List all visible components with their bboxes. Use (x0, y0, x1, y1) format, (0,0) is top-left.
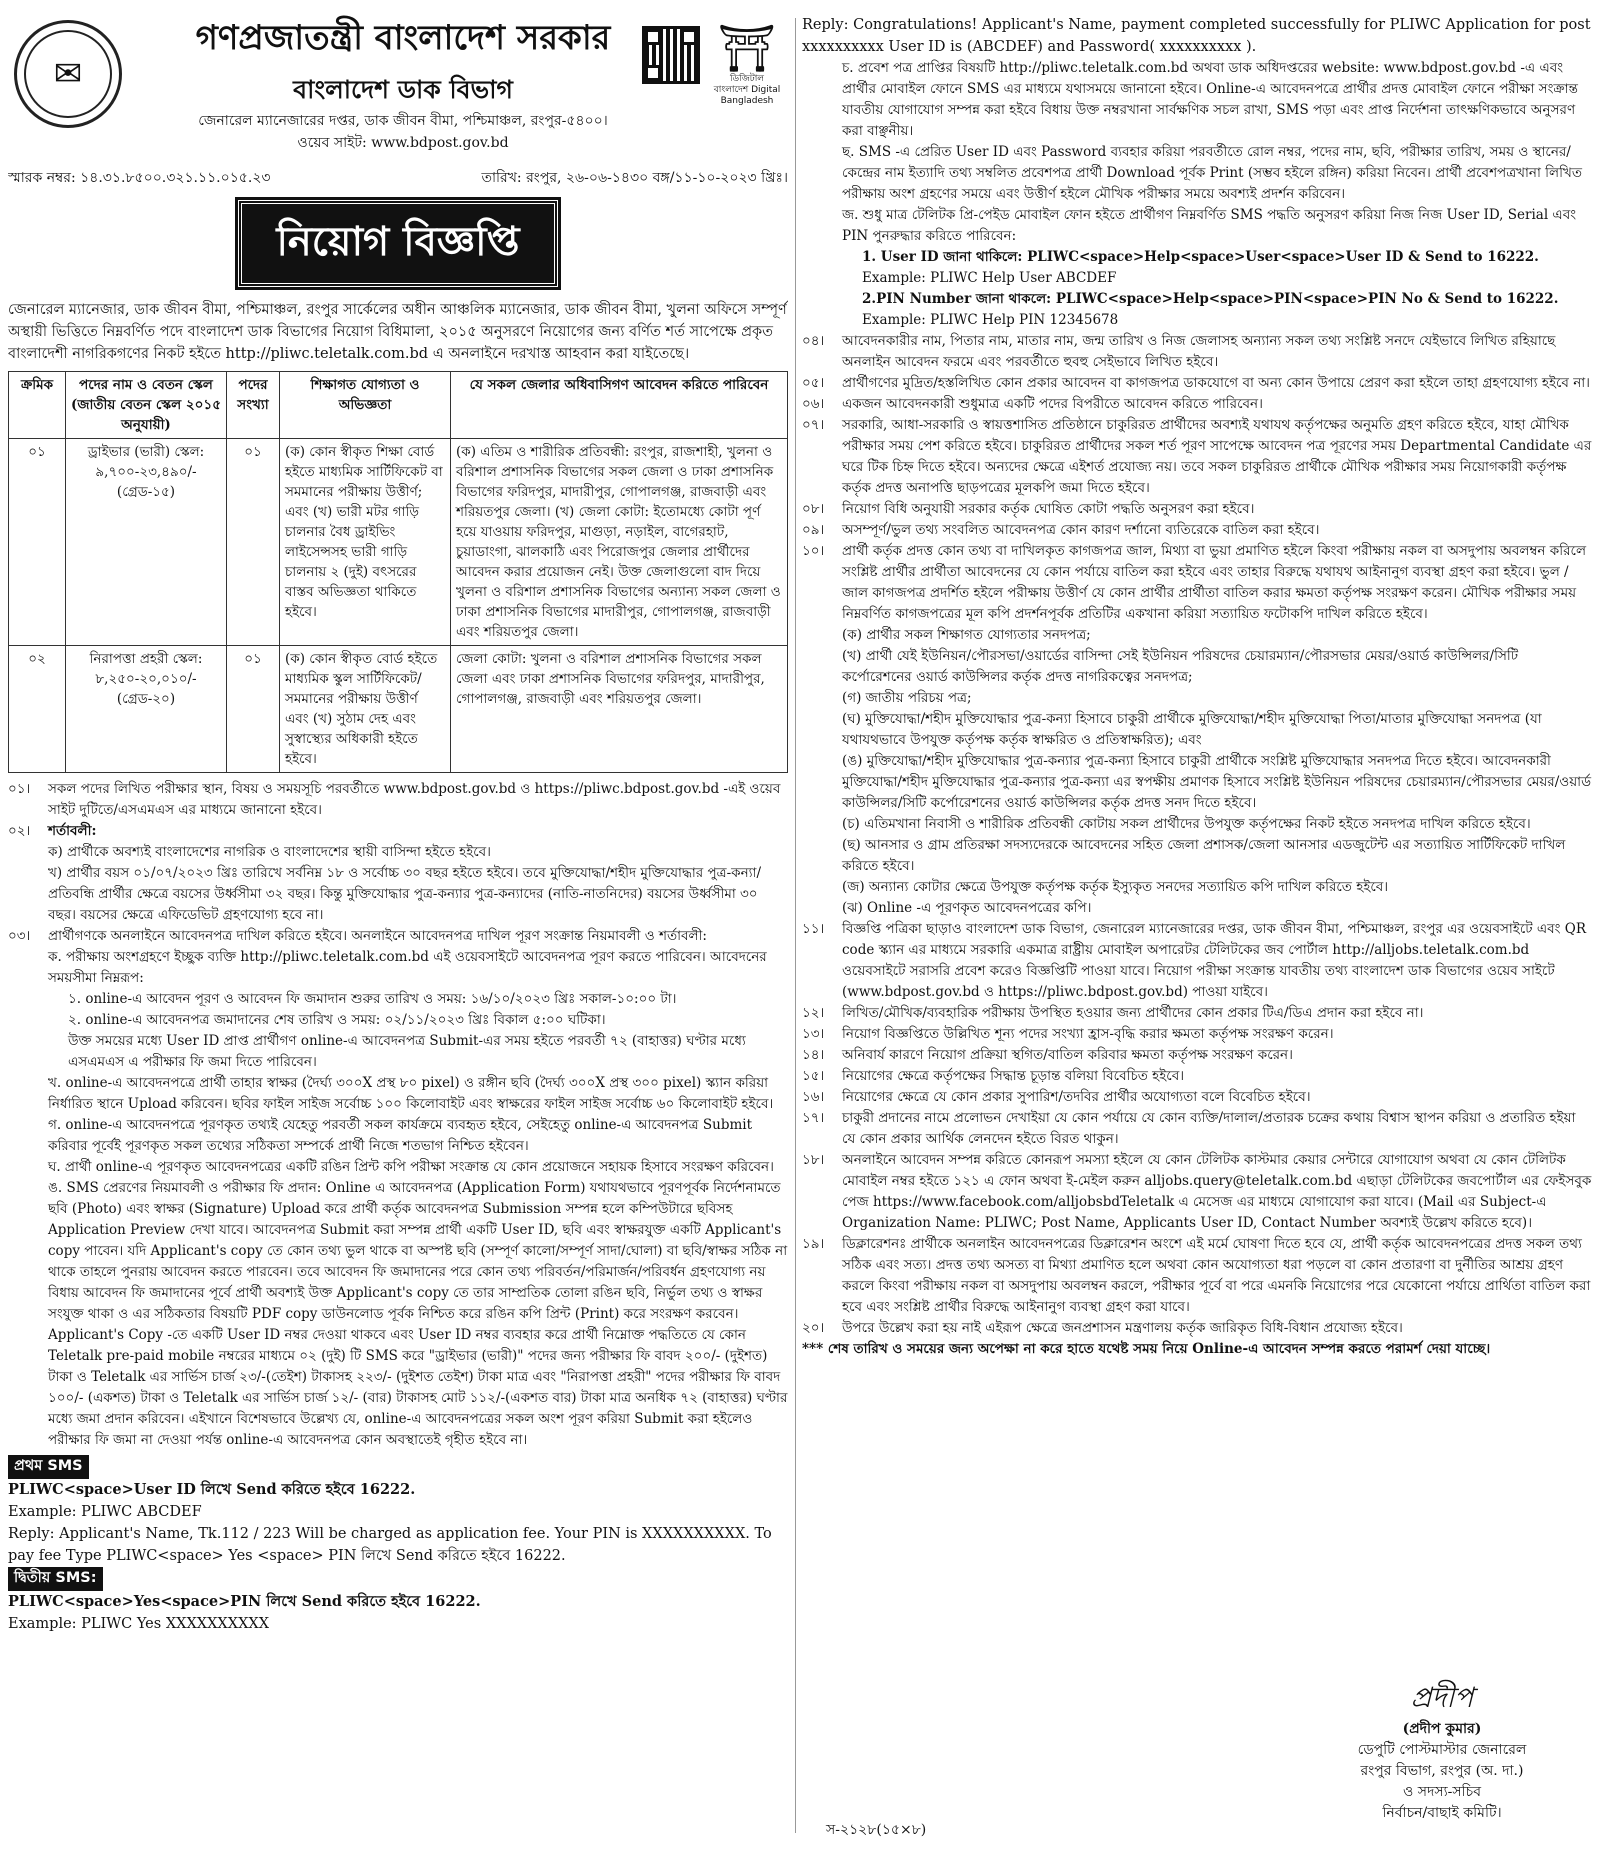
dept-title: বাংলাদেশ ডাক বিভাগ (293, 75, 513, 104)
doc-item: (ঘ) মুক্তিযোদ্ধা/শহীদ মুক্তিযোদ্ধার পুত্র-কন্যা হিসাবে চাকুরী প্রার্থীকে মুক্তিযোদ্ধা/শহীদ মুক্তিযোদ্ধা পিতা/মাতার মুক্তিযোদ্ধা সনদপত্র (যা যথাযথভাবে উপযুক্ত কর্তৃপক্ষ কর্তৃক স্বাক্ষরিত ও প্রতিস্বাক্ষরিত); এবং (842, 711, 1542, 748)
rule-j: জ. শুধু মাত্র টেলিটক প্রি-পেইড মোবাইল ফোন হইতে প্রার্থীগণ নিম্নবর্ণিত SMS পদ্ধতি অনুসরণ করিয়া নিজ নিজ User ID, Serial এবং PIN পুনরুদ্ধার করিতে পারিবেন: (842, 207, 1577, 244)
rule-k: ক. পরীক্ষায় অংশগ্রহণে ইচ্ছুক ব্যক্তি http://pliwc.teletalk.com.bd এই ওয়েবসাইটে আবেদনপত্র পূরণ করতে পারিবেন। আবেদনের সময়সীমা নিম্নরূপ: (48, 949, 767, 986)
sms2-title: দ্বিতীয় SMS: (8, 1567, 103, 1591)
list-item: ১৯। ডিক্লারেশনঃ প্রার্থীকে অনলাইন আবেদনপত্রের ডিক্লারেশন অংশে এই মর্মে ঘোষণা দিতে হবে যে, প্রার্থী কর্তৃক আবেদনপত্রের প্রদত্ত সকল তথ্য সঠিক এবং সত্য। প্রদত্ত তথ্য অসত্য বা মিথ্যা প্রমাণিত হলে অথবা কোন অযোগ্যতা ধরা পড়লে বা কোন প্রতারণা বা দুর্নীতির আশ্রয় গ্রহণ করলে কিংবা পরীক্ষায় নকল বা অসদুপায় অবলম্বন করলে, পরীক্ষার পূর্বে বা পরে এমনকি নিয়োগের পরে যেকোনো পর্যায়ে প্রার্থিতা বাতিল করা হবে এবং সংশ্লিষ্ট প্রার্থীর বিরুদ্ধে আইনানুগ ব্যবস্থা গ্রহণ করা যাবে। (802, 1236, 1591, 1315)
list-item: ১৪। অনিবার্য কারণে নিয়োগ প্রক্রিয়া স্থগিত/বাতিল করিবার ক্ষমতা কর্তৃপক্ষ সংরক্ষণ করেন। (802, 1047, 1293, 1063)
list-item: ০৪। আবেদনকারীর নাম, পিতার নাম, মাতার নাম, জন্ম তারিখ ও নিজ জেলাসহ অন্যান্য সকল তথ্য সংশ্লিষ্ট সনদে যেইভাবে লিখিত রহিয়াছে অনলাইন আবেদন ফরমে এবং পরবর্তীতে হুবহু সেইভাবে লিখিত হইবে। (802, 333, 1556, 370)
qr-code-icon (642, 26, 700, 84)
th-count: পদের সংখ্যা (227, 372, 280, 439)
rule-j1-example: Example: PLIWC Help User ABCDEF (862, 270, 1117, 286)
list-item: ১৭। চাকুরী প্রদানের নামে প্রলোভন দেখাইয়া যে কোন পর্যায়ে যে কোন ব্যক্তি/দালাল/প্রতারক চক্রের কথায় বিশ্বাস স্থাপন করিয়া ও প্রতারিত হইয়া যে কোন প্রকার আর্থিক লেনদেন হইতে বিরত থাকুন। (802, 1110, 1576, 1147)
memo-number: স্মারক নম্বর: ১৪.৩১.৮৫০০.৩২১.১১.০১৫.২৩ (8, 170, 271, 186)
rule-j2-example: Example: PLIWC Help PIN 12345678 (862, 312, 1119, 328)
column-divider (795, 18, 796, 1833)
doc-item: (ঙ) মুক্তিযোদ্ধা/শহীদ মুক্তিযোদ্ধার পুত্র-কন্যার পুত্র-কন্যা হিসাবে চাকুরী প্রার্থীকে সংশ্লিষ্ট মুক্তিযোদ্ধার সনদপত্র দিতে হইবে। আবেদনকারী মুক্তিযোদ্ধা/শহীদ মুক্তিযোদ্ধার পুত্র-কন্যার পুত্র-কন্যা এর স্বপক্ষীয় প্রমাণক হিসাবে সংশ্লিষ্ট ইউনিয়ন পরিষদের চেয়ারম্যান/পৌরসভার মেয়র/ওয়ার্ড কাউন্সিলর/সিটি কর্পোরেশনের ওয়ার্ড কাউন্সিলর কর্তৃক প্রদত্ত সনদ দিতে হইবে। (842, 753, 1592, 811)
sms1-example: Example: PLIWC ABCDEF (8, 1504, 202, 1520)
list-item: ১৬। নিয়োগের ক্ষেত্রে যে কোন প্রকার সুপারিশ/তদবির প্রার্থীর অযোগ্যতা বলে বিবেচিত হইবে। (802, 1089, 1311, 1105)
conditions-section: ০১। সকল পদের লিখিত পরীক্ষার স্থান, বিষয় ও সময়সূচি পরবর্তীতে www.bdpost.gov.bd ও https://pliwc.bdpost.gov.bd -এই ওয়েব সাইট দুটিতে/এসএমএস এর মাধ্যমে জানানো হইবে। ০২। শর্তাবলী: ক) প্রার্থীকে অবশ্যই বাংলাদেশের নাগরিক ও বাংলাদেশের স্থায়ী বাসিন্দা হইতে হইবে। খ) প্রার্থীর বয়স ০১/০৭/২০২৩ খ্রিঃ তারিখে সর্বনিম্ন ১৮ ও সর্বোচ্চ ৩০ বছর হইতে হইবে। তবে মুক্তিযোদ্ধা/শহীদ মুক্তিযোদ্ধার পুত্র-কন্যা/প্রতিবন্ধি প্রার্থীর ক্ষেত্রে বয়সের উর্ধ্বসীমা ৩২ বছর। কিন্তু মুক্তিযোদ্ধার পুত্র-কন্যার পুত্র-কন্যাদের (নাতি-নাতনিদের) বয়সের উর্ধ্বসীমা ৩০ বছর। বয়সের ক্ষেত্রে এফিডেভিট গ্রহণযোগ্য হবে না। ০৩। প্রার্থীগণকে অনলাইনে আবেদনপত্র দাখিল করিতে হইবে। অনলাইনে আবেদনপত্র দাখিল পূরণ সংক্রান্ত নিয়মাবলী ও শর্তাবলী: ক. পরীক্ষায় অংশগ্রহণে ইচ্ছুক ব্যক্তি http://pliwc.teletalk.com.bd এই ওয়েবসাইটে আবেদনপত্র পূরণ করতে পারিবেন। আবেদনের সময়সীমা নিম্নরূপ: ১. online-এ আবেদন পূরণ ও আবেদন ফি জমাদান শুরুর তারিখ ও সময়: ১৬/১০/২০২৩ খ্রিঃ সকাল-১০:০০ টা। ২. online-এ আবেদনপত্র জমাদানের শেষ তারিখ ও সময়: ০২/১১/২০২৩ খ্রিঃ বিকাল ৫:০০ ঘটিকা। উক্ত সময়ের মধ্যে User ID প্রাপ্ত প্রার্থীগণ online-এ আবেদনপত্র Submit-এর সময় হইতে পরবর্তী ৭২ (বাহাত্তর) ঘণ্টার মধ্যে এসএমএস এ পরীক্ষার ফি জমা দিতে পারিবেন। খ. online-এ আবেদনপত্রে প্রার্থী তাহার স্বাক্ষর (দৈর্ঘ্য ৩০০X প্রস্থ ৮০ pixel) ও রঙ্গীন ছবি (দৈর্ঘ্য ৩০০X প্রস্থ ৩০০ pixel) স্ক্যান করিয়া নির্ধারিত স্থানে Upload করিবেন। ছবির ফাইল সাইজ সর্বোচ্চ ১০০ কিলোবাইট এবং স্বাক্ষরের ফাইল সাইজ সর্বোচ্চ ৬০ কিলোবাইট হইবে। গ. online-এ আবেদনপত্রে পূরণকৃত তথ্যই যেহেতু পরবর্তী সকল কার্যক্রমে ব্যবহৃত হইবে, সেইহেতু online-এ আবেদনপত্র Submit করিবার পূর্বেই পূরণকৃত সকল তথ্যের সঠিকতা সম্পর্কে প্রার্থী নিজে শতভাগ নিশ্চিত হইবেন। ঘ. প্রার্থী online-এ পূরণকৃত আবেদনপত্রের একটি রঙিন প্রিন্ট কপি পরীক্ষা সংক্রান্ত যে কোন প্রয়োজনে সহায়ক হিসাবে সংরক্ষণ করিবেন। ঙ. SMS প্রেরণের নিয়মাবলী ও পরীক্ষার ফি প্রদান: Online এ আবেদনপত্র (Application Form) যথাযথভাবে পূরণপূর্বক নির্দেশনামতে ছবি (Photo) এবং স্বাক্ষর (Signature) Upload করে প্রার্থী কর্তৃক আবেদনপত্র Submission সম্পন্ন হলে কম্পিউটারে ছবিসহ Application Preview দেখা যাবে। আবেদনপত্র Submit করা সম্পন্ন প্রার্থী একটি User ID, ছবি এবং স্বাক্ষরযুক্ত একটি Applicant's copy পাবেন। যদি Applicant's copy তে কোন তথ্য ভুল থাকে বা অস্পষ্ট ছবি (সম্পূর্ণ কালো/সম্পূর্ণ সাদা/ঘোলা) বা ছবি/স্বাক্ষর সঠিক না থাকে তাহলে পুনরায় আবেদন করতে পারবেন। তবে আবেদন ফি জমাদানের পরে কোন তথ্য পরিবর্তন/পরিমার্জন/পরিবর্ধন গ্রহণযোগ্য নয় বিধায় আবেদন ফি জমাদানের পূর্বে প্রার্থী অবশ্যই উক্ত Applicant's copy তে তার সাম্প্রতিক তোলা রঙিন ছবি, নির্ভুল তথ্য ও স্বাক্ষর সংযুক্ত থাকা ও এর সঠিকতার বিষয়টি PDF copy ডাউনলোড পূর্বক নিশ্চিত করে রঙিন কপি প্রিন্ট (Print) করে সংরক্ষণ করবেন। Applicant's Copy -তে একটি User ID নম্বর দেওয়া থাকবে এবং User ID নম্বর ব্যবহার করে প্রার্থী নিম্নোক্ত পদ্ধতিতে যে কোন Teletalk pre-paid mobile নম্বরের মাধ্যমে ০২ (দুই) টি SMS করে "ড্রাইভার (ভারী)" পদের জন্য পরীক্ষার ফি বাবদ ২০০/- (দুইশত) টাকা ও Teletalk এর সার্ভিস চার্জ ২৩/-(তেইশ) টাকাসহ ২২৩/- (দুইশত তেইশ) টাকা মাত্র এবং "নিরাপত্তা প্রহরী" পদের পরীক্ষার ফি বাবদ ১০০/- (একশত) টাকা ও Teletalk এর সার্ভিস চার্জ ১২/- (বার) টাকাসহ মোট ১১২/-(একশত বার) টাকা মাত্র অনধিক ৭২ (বাহাত্তর) ঘণ্টার মধ্যে জমা প্রদান করিবেন। এইখানে বিশেষভাবে উল্লেখ্য যে, online-এ আবেদনপত্রের সকল অংশ পূরণ করিয়া Submit করা হইলেও পরীক্ষার ফি জমা না দেওয়া পর্যন্ত online-এ আবেদনপত্র কোন অবস্থাতেই গৃহীত হইবে না। (8, 779, 788, 1451)
th-serial: ক্রমিক (9, 372, 66, 439)
table-row: ০১ ড্রাইভার (ভারী) স্কেল: ৯,৭০০-২৩,৪৯০/- (গ্রেড-১৫) ০১ (ক) কোন স্বীকৃত শিক্ষা বোর্ড হইতে মাধ্যমিক সার্টিফিকেট বা সমমানের পরীক্ষায় উত্তীর্ণ; এবং (খ) ভারী মটর গাড়ি চালনার বৈধ ড্রাইভিং লাইসেন্সসহ ভারী গাড়ি চালনায় ২ (দুই) বৎসরের বাস্তব অভিজ্ঞতা থাকিতে হইবে। (ক) এতিম ও শারীরিক প্রতিবন্ধী: রংপুর, রাজশাহী, খুলনা ও বরিশাল প্রশাসনিক বিভাগের সকল জেলা ও ঢাকা প্রশাসনিক বিভাগের ফরিদপুর, মাদারীপুর, গোপালগঞ্জ, রাজবাড়ী এবং শরিয়তপুর জেলা। (খ) জেলা কোটা: ইতোমধ্যে কোটা পূর্ণ হয়ে যাওয়ায় ফরিদপুর, মাগুড়া, নড়াইল, বাগেরহাট, চুয়াডাংগা, ঝালকাঠি এবং পিরোজপুর জেলার প্রার্থীদের আবেদন করার প্রয়োজন নেই। উক্ত জেলাগুলো বাদ দিয়ে খুলনা ও বরিশাল প্রশাসনিক বিভাগের অন্যান্য সকল জেলা ও ঢাকা প্রশাসনিক বিভাগের মাদারীপুর, গোপালগঞ্জ, রাজবাড়ী এবং শরিয়তপুর জেলা। (9, 439, 788, 646)
sms1-line: PLIWC<space>User ID লিখে Send করিতে হইবে 16222. (8, 1481, 416, 1498)
ref-code: স-২১২৮(১৫×৮) (826, 1822, 927, 1838)
doc-item: (গ) জাতীয় পরিচয় পত্র; (842, 690, 972, 706)
memo-date: তারিখ: রংপুর, ২৬-০৬-১৪৩০ বঙ্গ/১১-১০-২০২৩ খ্রিঃ। (481, 170, 788, 186)
signatory-line2: রংপুর বিভাগ, রংপুর (অ. দা.) (1360, 1763, 1524, 1779)
list-item: ১১। বিজ্ঞপ্তি পত্রিকা ছাড়াও বাংলাদেশ ডাক বিভাগ, জেনারেল ম্যানেজারের দপ্তর, ডাক জীবন বীমা, পশ্চিমাঞ্চল, রংপুর এর ওয়েবসাইটে এবং QR code স্ক্যান এর মাধ্যমে সরকারি একমাত্র রাষ্ট্রীয় মোবাইল অপারেটর টেলিটকের জব পোর্টাল http://alljobs.teletalk.com.bd ওয়েবসাইটে সরাসরি প্রবেশ করেও বিজ্ঞপ্তিটি পাওয়া যাবে। নিয়োগ পরীক্ষা সংক্রান্ত যাবতীয় তথ্য বাংলাদেশ ডাক বিভাগের ওয়েব সাইটে (www.bdpost.gov.bd ও https://pliwc.bdpost.gov.bd) পাওয়া যাইবে। (802, 921, 1587, 1000)
list-item: ১৮। অনলাইনে আবেদন সম্পন্ন করিতে কোনরূপ সমস্যা হইলে যে কোন টেলিটক কাস্টমার কেয়ার সেন্টারে যোগাযোগ অথবা যে কোন টেলিটক মোবাইল নম্বর হইতে ১২১ এ ফোন অথবা ই-মেইল করুন alljobs.query@teletalk.com.bd এছাড়া টেলিটকের জবপোর্টাল এর ফেইসবুক পেজ https://www.facebook.com/alljobsbdTeletalk এ মেসেজ এর মাধ্যমে যোগাযোগ করা যাবে। (Mail এর Subject-এ Organization Name: PLIWC; Post Name, Applicants User ID, Contact Number অবশ্যই উল্লেখ করিতে হবে)। (802, 1152, 1592, 1231)
list-item: ১৫। নিয়োগের ক্ষেত্রে কর্তৃপক্ষের সিদ্ধান্ত চূড়ান্ত বলিয়া বিবেচিত হইবে। (802, 1068, 1185, 1084)
digital-bangladesh-logo: ⛩ ডিজিটাল বাংলাদেশ Digital Bangladesh (713, 21, 781, 106)
rule-k3: উক্ত সময়ের মধ্যে User ID প্রাপ্ত প্রার্থীগণ online-এ আবেদনপত্র Submit-এর সময় হইতে পরবর্তী ৭২ (বাহাত্তর) ঘণ্টার মধ্যে এসএমএস এ পরীক্ষার ফি জমা দিতে পারিবেন। (68, 1033, 746, 1070)
left-column (8, 14, 788, 1844)
numbered-items-2 (802, 919, 1592, 1339)
list-item: ১২। লিখিত/মৌখিক/ব্যবহারিক পরীক্ষায় উপস্থিত হওয়ার জন্য প্রার্থীদের কোন প্রকার টিএ/ডিএ প্রদান করা হইবে না। (802, 1005, 1424, 1021)
notice-banner: নিয়োগ বিজ্ঞপ্তি (238, 200, 557, 287)
doc-item: (চ) এতিমখানা নিবাসী ও শারীরিক প্রতিবন্ধী কোটায় সকল প্রার্থীদের উপযুক্ত কর্তৃপক্ষের নিকট হইতে সনদপত্র দাখিল করিতে হইবে। (842, 816, 1531, 832)
doc-item: (ঝ) Online -এ পূরণকৃত আবেদনপত্রের কপি। (842, 900, 1092, 916)
rule-gh: ঘ. প্রার্থী online-এ পূরণকৃত আবেদনপত্রের একটি রঙিন প্রিন্ট কপি পরীক্ষা সংক্রান্ত যে কোন প্রয়োজনে সহায়ক হিসাবে সংরক্ষণ করিবেন। (48, 1159, 774, 1175)
rule-kh: খ. online-এ আবেদনপত্রে প্রার্থী তাহার স্বাক্ষর (দৈর্ঘ্য ৩০০X প্রস্থ ৮০ pixel) ও রঙ্গীন ছবি (দৈর্ঘ্য ৩০০X প্রস্থ ৩০০ pixel) স্ক্যান করিয়া নির্ধারিত স্থানে Upload করিবেন। ছবির ফাইল সাইজ সর্বোচ্চ ১০০ কিলোবাইট এবং স্বাক্ষরের ফাইল সাইজ সর্বোচ্চ ৬০ কিলোবাইট হইবে। (48, 1075, 774, 1112)
sms1-title: প্রথম SMS (8, 1455, 89, 1479)
th-post: পদের নাম ও বেতন স্কেল (জাতীয় বেতন স্কেল ২০১৫ অনুযায়ী) (66, 372, 227, 439)
sms-section (8, 1455, 788, 1635)
rule-k2: ২. online-এ আবেদনপত্র জমাদানের শেষ তারিখ ও সময়: ০২/১১/২০২৩ খ্রিঃ বিকাল ৫:০০ ঘটিকা। (68, 1012, 606, 1028)
signatory-line1: ডেপুটি পোস্টমাস্টার জেনারেল (1357, 1742, 1527, 1758)
doc-item: (জ) অন্যান্য কোটার ক্ষেত্রে উপযুক্ত কর্তৃপক্ষ কর্তৃক ইস্যুকৃত সনদের সত্যায়িত কপি দাখিল করিতে হইবে। (842, 879, 1389, 895)
sms2-reply: Reply: Congratulations! Applicant's Name, payment completed successfully for PLIWC Application for post xxxxxxxxxx User ID is (ABCDEF) and Password( xxxxxxxxxx ). (802, 17, 1591, 55)
numbered-items (802, 331, 1592, 625)
sms2-line: PLIWC<space>Yes<space>PIN লিখে Send করিতে হইবে 16222. (8, 1593, 481, 1610)
th-districts: যে সকল জেলার অধিবাসিগণ আবেদন করিতে পারিবেন (451, 372, 788, 439)
documents-list (802, 625, 1592, 919)
item-02: শর্তাবলী: (48, 823, 97, 839)
doc-item: (খ) প্রার্থী যেই ইউনিয়ন/পৌরসভা/ওয়ার্ডের বাসিন্দা সেই ইউনিয়ন পরিষদের চেয়ারম্যান/পৌরসভার মেয়র/ওয়ার্ড কাউন্সিলর/সিটি কর্পোরেশনের ওয়ার্ড কাউন্সিলর কর্তৃক প্রদত্ত নাগরিকত্বের সনদপত্র; (842, 648, 1519, 685)
item-03: প্রার্থীগণকে অনলাইনে আবেদনপত্র দাখিল করিতে হইবে। অনলাইনে আবেদনপত্র দাখিল পূরণ সংক্রান্ত নিয়মাবলী ও শর্তাবলী: (48, 928, 707, 944)
list-item: ০৫। প্রার্থীগণের মুদ্রিত/হস্তলিখিত কোন প্রকার আবেদন বা কাগজপত্র ডাকযোগে বা অন্য কোন উপায়ে প্রেরণ করা হইলে তাহা গ্রহণযোগ্য হইবে না। (802, 375, 1590, 391)
header (8, 14, 788, 164)
advice-note: *** শেষ তারিখ ও সময়ের জন্য অপেক্ষা না করে হাতে যথেষ্ট সময় নিয়ে Online-এ আবেদন সম্পন্ন করতে পরামর্শ দেয়া যাচ্ছে। (802, 1341, 1491, 1357)
condition-a: ক) প্রার্থীকে অবশ্যই বাংলাদেশের নাগরিক ও বাংলাদেশের স্থায়ী বাসিন্দা হইতে হইবে। (48, 844, 492, 860)
item-01: সকল পদের লিখিত পরীক্ষার স্থান, বিষয় ও সময়সূচি পরবর্তীতে www.bdpost.gov.bd ও https://pliwc.bdpost.gov.bd -এই ওয়েব সাইট দুটিতে/এসএমএস এর মাধ্যমে জানানো হইবে। (48, 781, 781, 818)
signatory-line4: নির্বাচন/বাছাই কমিটি। (1382, 1805, 1502, 1821)
signature-block (1322, 1681, 1562, 1824)
table-row: ০২ নিরাপত্তা প্রহরী স্কেল: ৮,২৫০-২০,০১০/- (গ্রেড-২০) ০১ (ক) কোন স্বীকৃত বোর্ড হইতে মাধ্যমিক স্কুল সার্টিফিকেট/ সমমানের পরীক্ষায় উত্তীর্ণ এবং (খ) সুঠাম দেহ এবং সুস্বাস্থ্যের অধিকারী হইতে হইবে। জেলা কোটা: খুলনা ও বরিশাল প্রশাসনিক বিভাগের সকল জেলা এবং ঢাকা প্রশাসনিক বিভাগের ফরিদপুর, মাদারীপুর, গোপালগঞ্জ, রাজবাড়ী এবং শরিয়তপুর জেলা। (9, 646, 788, 773)
list-item: ০৮। নিয়োগ বিধি অনুযায়ী সরকার কর্তৃক ঘোষিত কোটা পদ্ধতি অনুসরণ করা হইবে। (802, 501, 1255, 517)
list-item: ০৭। সরকারি, আধা-সরকারি ও স্বায়ত্তশাসিত প্রতিষ্ঠানে চাকুরিরত প্রার্থীদের অবশ্যই যথাযথ কর্তৃপক্ষের অনুমতি গ্রহণ করিতে হইবে, যাহা মৌখিক পরীক্ষার সময় পেশ করিতে হইবে। চাকুরিরত প্রার্থীদের সকল শর্ত পূরণ সাপেক্ষে আবেদন পত্র পূরণের সময় Departmental Candidate এর ঘরে টিক চিহ্ন দিতে হইবে। অন্যদের ক্ষেত্রে এইশর্ত প্রযোজ্য নয়। তবে সকল চাকুরিরত প্রার্থীকে মৌখিক পরীক্ষার সময় নিয়োগকারী কর্তৃপক্ষ কর্তৃক প্রদত্ত অনাপত্তি ছাড়পত্রের মূলকপি জমা দিতে হইবে। (802, 417, 1592, 496)
intro-paragraph: জেনারেল ম্যানেজার, ডাক জীবন বীমা, পশ্চিমাঞ্চল, রংপুর সার্কেলের অধীন আঞ্চলিক ম্যানেজার, ডাক জীবন বীমা, খুলনা অফিসে সম্পূর্ণ অস্থায়ী ভিত্তিতে নিম্নবর্ণিত পদে বাংলাদেশ ডাক বিভাগের নিয়োগ বিধিমালা, ২০১৫ অনুসরণে নিয়োগের জন্য বর্ণিত শর্ত সাপেক্ষে প্রকৃত বাংলাদেশী নাগরিকগণের নিকট হইতে http://pliwc.teletalk.com.bd এ অনলাইনে দরখাস্ত আহবান করা যাইতেছে। (8, 302, 787, 362)
right-column (802, 14, 1592, 1844)
list-item: ১৩। নিয়োগ বিজ্ঞপ্তিতে উল্লিখিত শূন্য পদের সংখ্যা হ্রাস-বৃদ্ধি করার ক্ষমতা কর্তৃপক্ষ সংরক্ষণ করেন। (802, 1026, 1334, 1042)
signatory-name: (প্রদীপ কুমার) (1402, 1721, 1482, 1737)
list-item: ০৬। একজন আবেদনকারী শুধুমাত্র একটি পদের বিপরীতে আবেদন করিতে পারিবেন। (802, 396, 1263, 412)
list-item: ২০। উপরে উল্লেখ করা হয় নাই এইরূপ ক্ষেত্রে জনপ্রশাসন মন্ত্রণালয় কর্তৃক জারিকৃত বিধি-বিধান প্রযোজ্য হইবে। (802, 1320, 1403, 1336)
rule-ch: চ. প্রবেশ পত্র প্রাপ্তির বিষয়টি http://pliwc.teletalk.com.bd অথবা ডাক অধিদপ্তরের website: www.bdpost.gov.bd -এ এবং প্রার্থীর মোবাইল ফোনে SMS এর মাধ্যমে যথাসময়ে জানানো হইবে। Online-এ আবেদনপত্রে প্রার্থীর প্রদত্ত মোবাইল ফোনে পরীক্ষা সংক্রান্ত যাবতীয় যোগাযোগ সম্পন্ন করা হইবে বিধায় উক্ত নম্বরখানা সার্বক্ষণিক সচল রাখা, SMS পড়া এবং প্রাপ্ত নির্দেশনা তাৎক্ষণিকভাবে অনুসরণ করা বাঞ্ছনীয়। (842, 60, 1578, 139)
memo-line (8, 166, 788, 190)
list-item: ১০। প্রার্থী কর্তৃক প্রদত্ত কোন তথ্য বা দাখিলকৃত কাগজপত্র জাল, মিথ্যা বা ভুয়া প্রমাণিত হইলে কিংবা পরীক্ষায় নকল বা অসদুপায় অবলম্বন করিলে সংশ্লিষ্ট প্রার্থীর প্রার্থীতা আবেদনের যে কোন পর্যায়ে বাতিল করা হইবে এবং তাহার বিরুদ্ধে যথাযথ আইনানুগ ব্যবস্থা গ্রহণ করা হইবে। ভুল / জাল কাগজপত্র প্রদর্শিত হইলে পরীক্ষায় উত্তীর্ণ যে কোন প্রার্থীর প্রার্থীতা বাতিল করার ক্ষমতা কর্তৃপক্ষ সংরক্ষণ করেন। মৌখিক পরীক্ষার সময় নিম্নবর্ণিত কাগজপত্রের মূল কপি প্রদর্শনপূর্বক প্রতিটির একখানা করিয়া সত্যায়িত ফটোকপি দাখিল করিতে হইবে। (802, 543, 1586, 622)
list-item: ০৯। অসম্পূর্ণ/ভুল তথ্য সংবলিত আবেদনপত্র কোন কারণ দর্শানো ব্যতিরেকে বাতিল করা হইবে। (802, 522, 1320, 538)
rule-chh: ছ. SMS -এ প্রেরিত User ID এবং Password ব্যবহার করিয়া পরবর্তীতে রোল নম্বর, পদের নাম, ছবি, পরীক্ষার তারিখ, সময় ও স্থানের/কেন্দ্রের নাম ইত্যাদি তথ্য সম্বলিত প্রবেশপত্র প্রার্থী Download পূর্বক Print (সম্ভব হইলে রঙ্গিন) করিয়া নিবেন। প্রার্থী প্রবেশপত্রখানা লিখিত পরীক্ষায় অংশ গ্রহণের সময়ে এবং উত্তীর্ণ হইলে মৌখিক পরীক্ষার সময়ে অবশ্যই প্রদর্শন করিবেন। (842, 144, 1582, 202)
rule-j1: 1. User ID জানা থাকিলে: PLIWC<space>Help<space>User<space>User ID & Send to 16222. (862, 249, 1539, 265)
posts-table (8, 371, 788, 773)
post-logo-icon: ✉ (14, 20, 122, 128)
signatory-line3: ও সদস্য-সচিব (1403, 1784, 1481, 1800)
th-qualification: শিক্ষাগত যোগ্যতা ও অভিজ্ঞতা (280, 372, 451, 439)
gov-title: গণপ্রজাতন্ত্রী বাংলাদেশ সরকার (195, 18, 611, 58)
doc-item: (ক) প্রার্থীর সকল শিক্ষাগত যোগ্যতার সনদপত্র; (842, 627, 1091, 643)
office-address: জেনারেল ম্যানেজারের দপ্তর, ডাক জীবন বীমা, পশ্চিমাঞ্চল, রংপুর-৫৪০০। ওয়েব সাইট: www.bdpost.gov.bd (198, 113, 608, 151)
rule-u: ঙ. SMS প্রেরণের নিয়মাবলী ও পরীক্ষার ফি প্রদান: Online এ আবেদনপত্র (Application Form) যথাযথভাবে পূরণপূর্বক নির্দেশনামতে ছবি (Photo) এবং স্বাক্ষর (Signature) Upload করে প্রার্থী কর্তৃক আবেদনপত্র Submission সম্পন্ন হলে কম্পিউটারে ছবিসহ Application Preview দেখা যাবে। আবেদনপত্র Submit করা সম্পন্ন প্রার্থী একটি User ID, ছবি এবং স্বাক্ষরযুক্ত একটি Applicant's copy পাবেন। যদি Applicant's copy তে কোন তথ্য ভুল থাকে বা অস্পষ্ট ছবি (সম্পূর্ণ কালো/সম্পূর্ণ সাদা/ঘোলা) বা ছবি/স্বাক্ষর সঠিক না থাকে তাহলে পুনরায় আবেদন করতে পারবেন। তবে আবেদন ফি জমাদানের পরে কোন তথ্য পরিবর্তন/পরিমার্জন/পরিবর্ধন গ্রহণযোগ্য নয় বিধায় আবেদন ফি জমাদানের পূর্বে প্রার্থী অবশ্যই উক্ত Applicant's copy তে তার সাম্প্রতিক তোলা রঙিন ছবি, নির্ভুল তথ্য ও স্বাক্ষর সংযুক্ত থাকা ও এর সঠিকতার বিষয়টি PDF copy ডাউনলোড পূর্বক নিশ্চিত করে রঙিন কপি প্রিন্ট (Print) করে সংরক্ষণ করবেন। Applicant's Copy -তে একটি User ID নম্বর দেওয়া থাকবে এবং User ID নম্বর ব্যবহার করে প্রার্থী নিম্নোক্ত পদ্ধতিতে যে কোন Teletalk pre-paid mobile নম্বরের মাধ্যমে ০২ (দুই) টি SMS করে "ড্রাইভার (ভারী)" পদের জন্য পরীক্ষার ফি বাবদ ২০০/- (দুইশত) টাকা ও Teletalk এর সার্ভিস চার্জ ২৩/-(তেইশ) টাকাসহ ২২৩/- (দুইশত তেইশ) টাকা মাত্র এবং "নিরাপত্তা প্রহরী" পদের পরীক্ষার ফি বাবদ ১০০/- (একশত) টাকা ও Teletalk এর সার্ভিস চার্জ ১২/- (বার) টাকাসহ মোট ১১২/-(একশত বার) টাকা মাত্র অনধিক ৭২ (বাহাত্তর) ঘণ্টার মধ্যে জমা প্রদান করিবেন। এইখানে বিশেষভাবে উল্লেখ্য যে, online-এ আবেদনপত্রের সকল অংশ পূরণ করিয়া Submit করা হইলেও পরীক্ষার ফি জমা না দেওয়া পর্যন্ত online-এ আবেদনপত্র কোন অবস্থাতেই গৃহীত হইবে না। (48, 1180, 788, 1448)
condition-b: খ) প্রার্থীর বয়স ০১/০৭/২০২৩ খ্রিঃ তারিখে সর্বনিম্ন ১৮ ও সর্বোচ্চ ৩০ বছর হইতে হইবে। তবে মুক্তিযোদ্ধা/শহীদ মুক্তিযোদ্ধার পুত্র-কন্যা/প্রতিবন্ধি প্রার্থীর ক্ষেত্রে বয়সের উর্ধ্বসীমা ৩২ বছর। কিন্তু মুক্তিযোদ্ধার পুত্র-কন্যার পুত্র-কন্যাদের (নাতি-নাতনিদের) বয়সের উর্ধ্বসীমা ৩০ বছর। বয়সের ক্ষেত্রে এফিডেভিট গ্রহণযোগ্য হবে না। (48, 865, 762, 923)
rule-j2: 2.PIN Number জানা থাকলে: PLIWC<space>Help<space>PIN<space>PIN No & Send to 16222. (862, 291, 1559, 307)
doc-item: (ছ) আনসার ও গ্রাম প্রতিরক্ষা সদস্যদেরকে আবেদনের সহিত জেলা প্রশাসক/জেলা আনসার এডজুটেন্ট এর সত্যায়িত সার্টিফিকেট দাখিল করিতে হইবে। (842, 837, 1566, 874)
rule-g: গ. online-এ আবেদনপত্রে পূরণকৃত তথ্যই যেহেতু পরবর্তী সকল কার্যক্রমে ব্যবহৃত হইবে, সেইহেতু online-এ আবেদনপত্র Submit করিবার পূর্বেই পূরণকৃত সকল তথ্যের সঠিকতা সম্পর্কে প্রার্থী নিজে শতভাগ নিশ্চিত হইবেন। (48, 1117, 753, 1154)
signature-mark: প্রদীপ (1410, 1681, 1474, 1714)
rule-k1: ১. online-এ আবেদন পূরণ ও আবেদন ফি জমাদান শুরুর তারিখ ও সময়: ১৬/১০/২০২৩ খ্রিঃ সকাল-১০:০০ টা। (68, 991, 677, 1007)
sms1-reply: Reply: Applicant's Name, Tk.112 / 223 Will be charged as application fee. Your PIN is XXXXXXXXXX. To pay fee Type PLIWC<space> Yes <space> PIN লিখে Send করিতে হইবে 16222. (8, 1526, 772, 1564)
sms2-example: Example: PLIWC Yes XXXXXXXXXX (8, 1616, 270, 1632)
